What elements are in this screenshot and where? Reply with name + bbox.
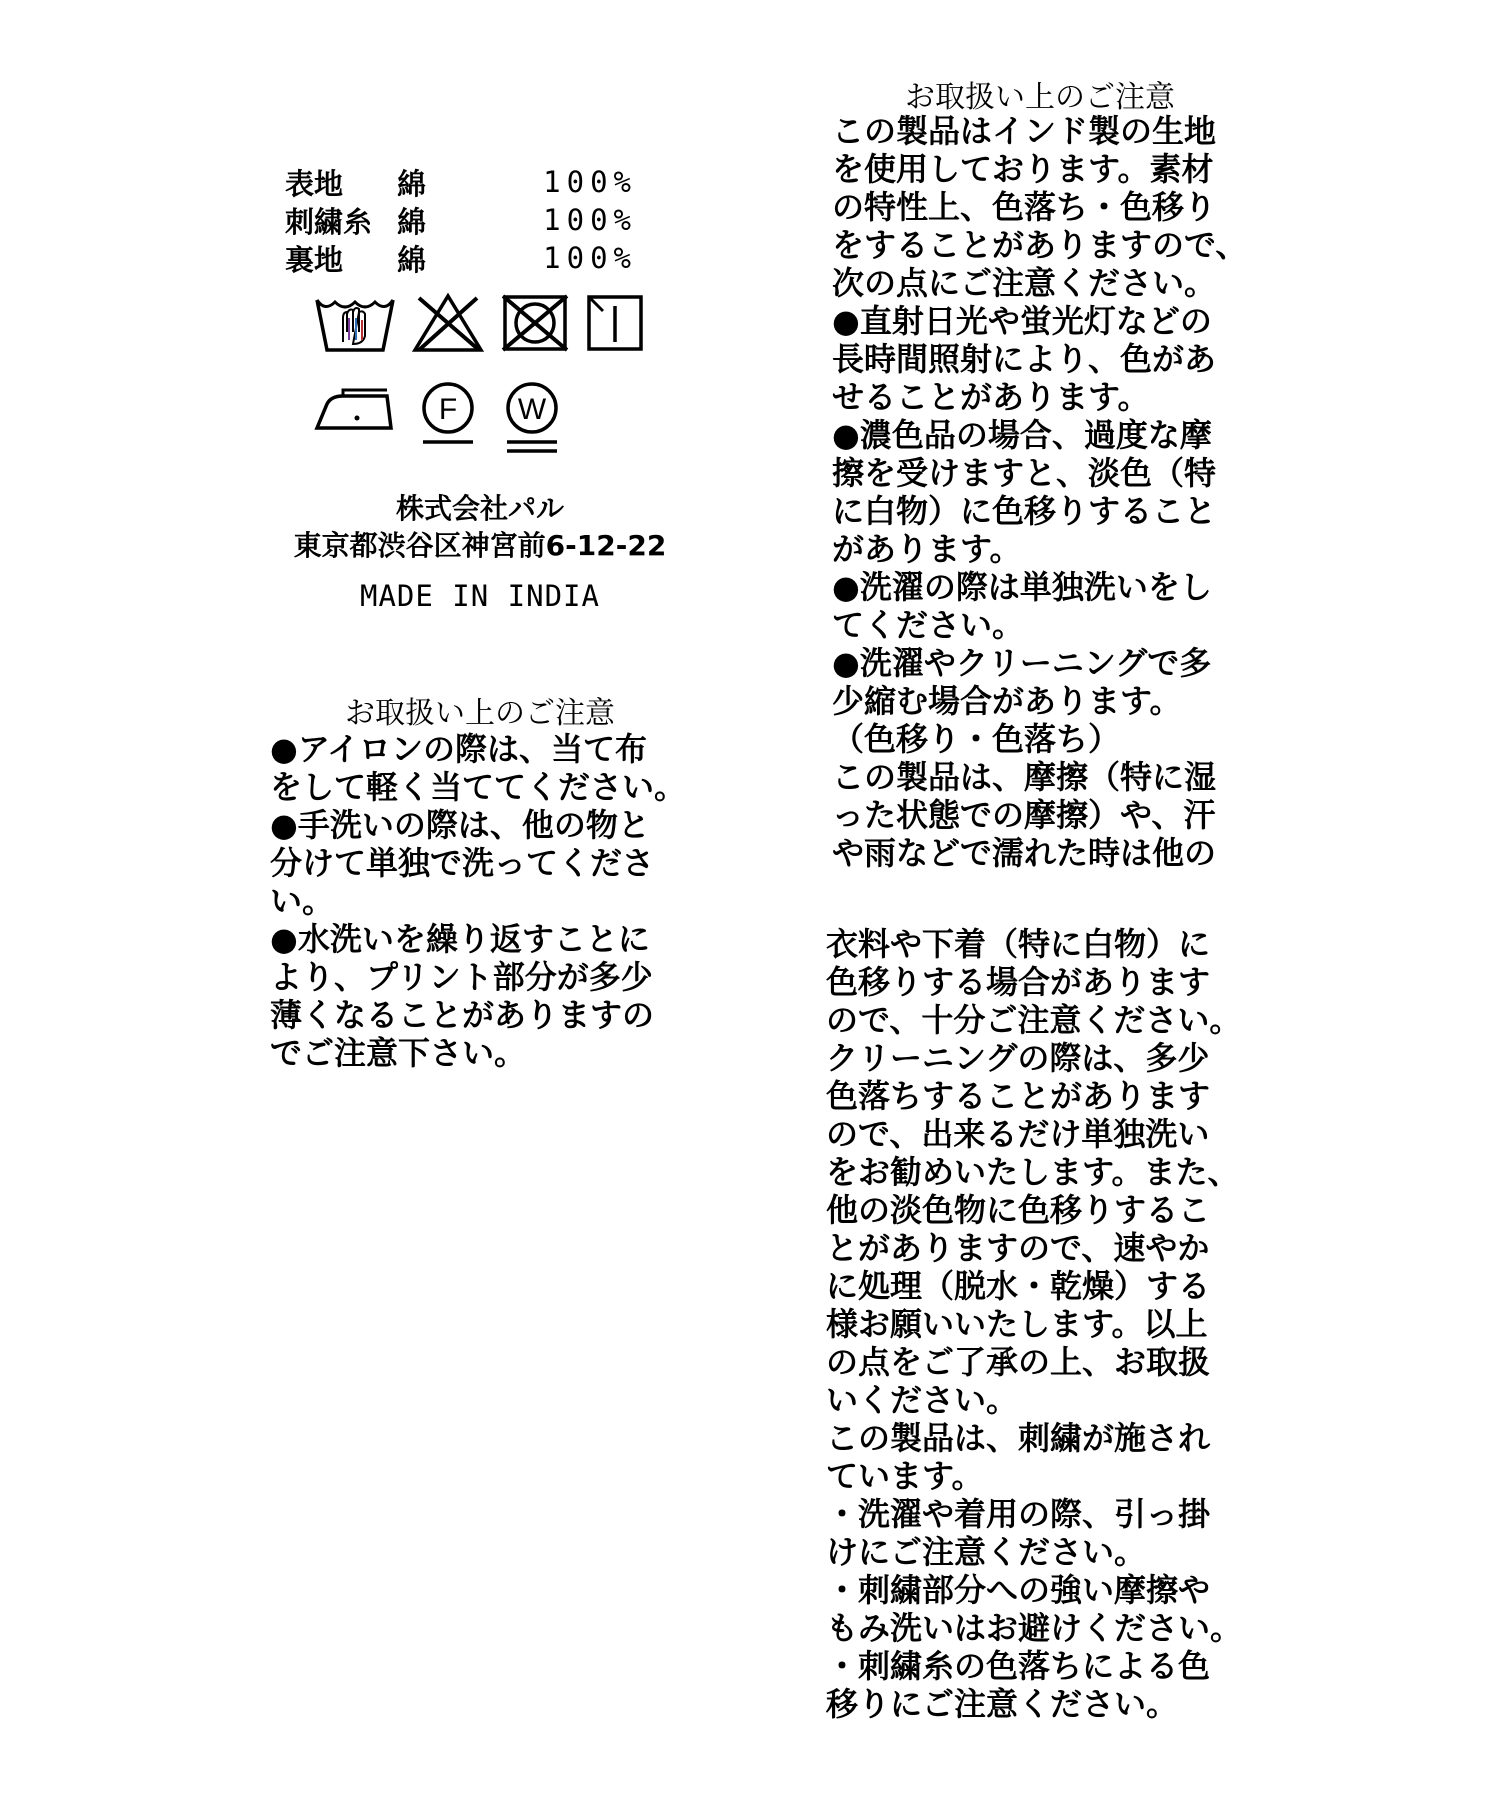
notice-line: い。 xyxy=(270,882,335,920)
notice-line: 他の淡色物に色移りするこ xyxy=(826,1191,1211,1229)
no-tumble-dry-icon xyxy=(499,292,571,354)
notice-line: この製品は、摩擦（特に湿 xyxy=(832,758,1217,796)
line-dry-shade-icon xyxy=(585,292,645,354)
notice-line: や雨などで濡れた時は他の xyxy=(832,834,1217,872)
notice-line: った状態での摩擦）や、汗 xyxy=(832,796,1216,834)
notice-line: けにご注意ください。 xyxy=(826,1533,1147,1571)
notice-line: （色移り・色落ち） xyxy=(832,720,1121,758)
notice-line: 移りにご注意ください。 xyxy=(826,1685,1179,1723)
fiber-composition xyxy=(285,163,637,277)
notice-line: を使用しております。素材 xyxy=(832,150,1214,188)
notice-line: をして軽く当ててください。 xyxy=(270,768,687,806)
left-notice-title: お取扱い上のご注意 xyxy=(345,696,615,731)
notice-line: この製品は、刺繍が施され xyxy=(826,1419,1211,1457)
right-notice-title: お取扱い上のご注意 xyxy=(905,80,1175,115)
notice-line: より、プリント部分が多少 xyxy=(270,958,653,996)
dry-clean-f-icon xyxy=(417,380,479,446)
notice-line: とがありますので、速やか xyxy=(826,1229,1210,1267)
notice-line: 色落ちすることがあります xyxy=(826,1077,1211,1115)
composition-fiber: 綿 xyxy=(397,242,427,277)
notice-line: もみ洗いはお避けください。 xyxy=(826,1609,1243,1647)
notice-line: ●洗濯やクリーニングで多 xyxy=(832,644,1212,682)
notice-line: 次の点にご注意ください。 xyxy=(832,264,1217,302)
notice-line: てください。 xyxy=(832,606,1025,644)
notice-line: ●濃色品の場合、過度な摩 xyxy=(832,416,1212,454)
notice-line: ・洗濯や着用の際、引っ掛 xyxy=(826,1495,1211,1533)
composition-part: 表地 xyxy=(285,166,344,201)
composition-row xyxy=(285,239,637,277)
iron-low-icon xyxy=(313,380,395,436)
notice-line: ので、十分ご注意ください。 xyxy=(826,1001,1242,1039)
notice-line: クリーニングの際は、多少 xyxy=(826,1039,1210,1077)
notice-line: に白物）に色移りすること xyxy=(832,492,1217,530)
notice-line: ので、出来るだけ単独洗い xyxy=(826,1115,1210,1153)
notice-line: ●水洗いを繰り返すことに xyxy=(270,920,650,958)
hand-wash-icon xyxy=(313,292,397,354)
notice-line: 少縮む場合があります。 xyxy=(832,682,1182,720)
composition-row xyxy=(285,163,637,201)
composition-row xyxy=(285,201,637,239)
composition-percent: 100% xyxy=(543,165,637,199)
company-name: 株式会社パル xyxy=(395,492,564,525)
notice-line: いください。 xyxy=(826,1381,1019,1419)
notice-line: 色移りする場合があります xyxy=(826,963,1211,1001)
notice-line: 衣料や下着（特に白物）に xyxy=(826,925,1211,963)
composition-fiber: 綿 xyxy=(397,204,427,239)
notice-line: 分けて単独で洗ってくださ xyxy=(270,844,655,882)
notice-line: ●手洗いの際は、他の物と xyxy=(270,806,650,844)
notice-line: の特性上、色落ち・色移り xyxy=(832,188,1217,226)
notice-line: ・刺繍糸の色落ちによる色 xyxy=(826,1647,1211,1685)
notice-line: をすることがありますので、 xyxy=(832,226,1248,264)
notice-line: ●直射日光や蛍光灯などの xyxy=(832,302,1212,340)
care-symbols-row xyxy=(313,292,645,354)
no-bleach-icon xyxy=(411,292,485,354)
composition-part: 裏地 xyxy=(285,242,344,277)
wet-clean-w-icon xyxy=(501,380,563,456)
notice-line: に処理（脱水・乾燥）する xyxy=(826,1267,1211,1305)
notice-line: があります。 xyxy=(832,530,1022,568)
composition-part: 刺繍糸 xyxy=(285,204,373,239)
notice-line: ・刺繍部分への強い摩擦や xyxy=(826,1571,1211,1609)
notice-line: ●洗濯の際は単独洗いをし xyxy=(832,568,1212,606)
country-of-origin: MADE IN INDIA xyxy=(360,579,600,613)
notice-line: 長時間照射により、色があ xyxy=(832,340,1217,378)
notice-line: ●アイロンの際は、当て布 xyxy=(270,730,648,768)
left-notice-text xyxy=(270,730,686,1072)
right-notice-text-part2 xyxy=(826,925,1242,1723)
right-notice-text-part1 xyxy=(832,112,1247,872)
notice-line: 薄くなることがありますの xyxy=(270,996,655,1034)
composition-percent: 100% xyxy=(543,203,637,237)
svg-text:F: F xyxy=(438,393,458,426)
notice-line: をお勧めいたします。また、 xyxy=(826,1153,1240,1191)
svg-text:W: W xyxy=(517,393,547,426)
composition-percent: 100% xyxy=(543,241,637,275)
composition-fiber: 綿 xyxy=(397,166,427,201)
care-symbols-row xyxy=(313,380,563,456)
notice-line: でご注意下さい。 xyxy=(270,1034,527,1072)
notice-line: の点をご了承の上、お取扱 xyxy=(826,1343,1211,1381)
notice-line: 様お願いいたします。以上 xyxy=(826,1305,1208,1343)
notice-line: 擦を受けますと、淡色（特 xyxy=(832,454,1217,492)
notice-line: この製品はインド製の生地 xyxy=(832,112,1217,150)
company-address: 東京都渋谷区神宮前6-12-22 xyxy=(293,529,667,562)
notice-line: せることがあります。 xyxy=(832,378,1150,416)
notice-line: ています。 xyxy=(826,1457,984,1495)
